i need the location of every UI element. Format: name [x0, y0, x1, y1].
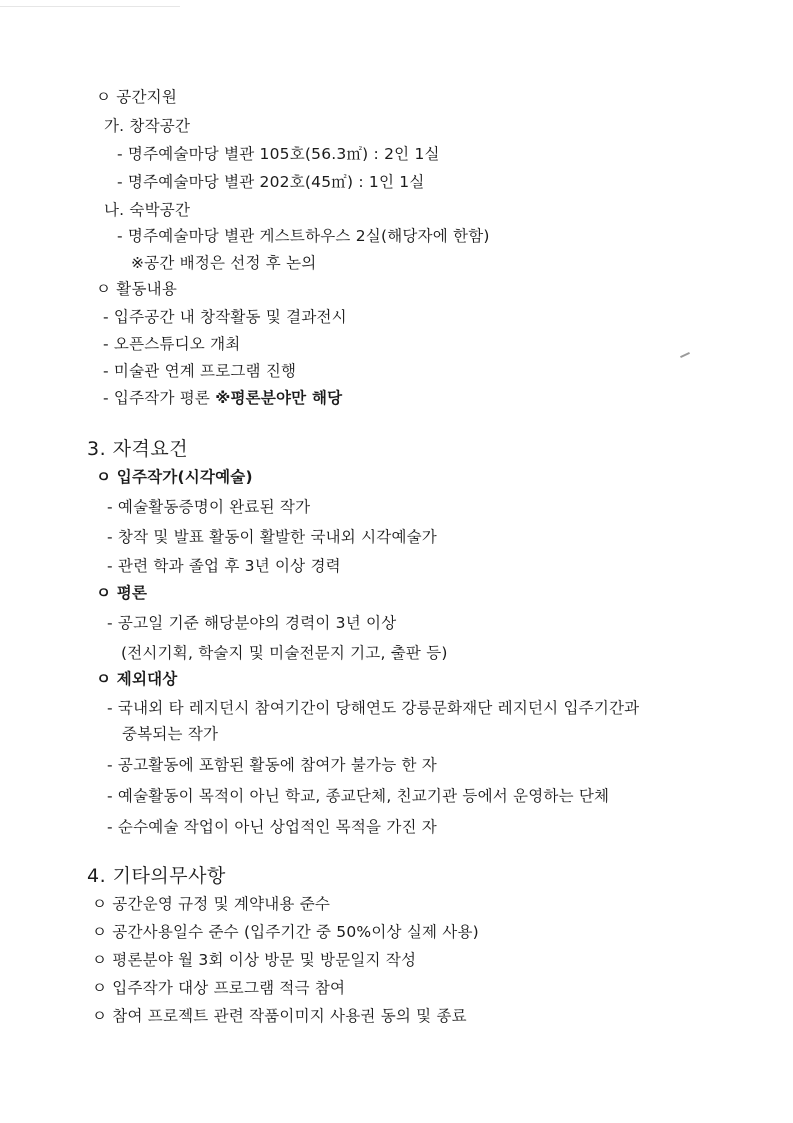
scan-mark-right	[680, 352, 690, 358]
activity-item-1: - 입주공간 내 창작활동 및 결과전시	[103, 308, 347, 326]
lodging-space-title: 나. 숙박공간	[104, 201, 191, 219]
visual-artist-item-2: - 창작 및 발표 활동이 활발한 국내외 시각예술가	[107, 528, 437, 546]
activity-item-2: - 오픈스튜디오 개최	[103, 335, 241, 353]
duty-item-1: ㅇ 공간운영 규정 및 계약내용 준수	[92, 895, 331, 913]
space-assignment-note: ※공간 배정은 선정 후 논의	[131, 254, 317, 272]
critic-item-1: - 공고일 기준 해당분야의 경력이 3년 이상	[107, 614, 397, 632]
scan-mark-top	[0, 6, 180, 7]
exclusion-title: ㅇ 제외대상	[96, 670, 178, 688]
exclusion-item-1a: - 국내외 타 레지던시 참여기간이 당해연도 강릉문화재단 레지던시 입주기간과	[107, 699, 640, 717]
eligibility-heading: 3. 자격요건	[87, 438, 189, 460]
visual-artist-title: ㅇ 입주작가(시각예술)	[96, 468, 253, 486]
duty-item-5: ㅇ 참여 프로젝트 관련 작품이미지 사용권 동의 및 종료	[92, 1007, 467, 1025]
activity-item-3: - 미술관 연계 프로그램 진행	[103, 362, 297, 380]
creation-space-title: 가. 창작공간	[104, 117, 191, 135]
space-support-heading: ㅇ 공간지원	[96, 88, 177, 106]
creation-space-item-1: - 명주예술마당 별관 105호(56.3㎡) : 2인 1실	[117, 145, 440, 163]
exclusion-item-2: - 공고활동에 포함된 활동에 참여가 불가능 한 자	[107, 756, 437, 774]
critic-item-2: (전시기획, 학술지 및 미술전문지 기고, 출판 등)	[121, 644, 448, 662]
duty-item-2: ㅇ 공간사용일수 준수 (입주기간 중 50%이상 실제 사용)	[92, 923, 479, 941]
exclusion-item-3: - 예술활동이 목적이 아닌 학교, 종교단체, 친교기관 등에서 운영하는 단체	[107, 787, 610, 805]
exclusion-item-1b: 중복되는 작가	[122, 725, 219, 743]
duty-item-3: ㅇ 평론분야 월 3회 이상 방문 및 방문일지 작성	[92, 951, 417, 969]
exclusion-item-4: - 순수예술 작업이 아닌 상업적인 목적을 가진 자	[107, 818, 437, 836]
visual-artist-item-1: - 예술활동증명이 완료된 작가	[107, 498, 311, 516]
activity-item-4-note: ※평론분야만 해당	[215, 389, 343, 407]
activity-item-4-text: - 입주작가 평론	[103, 389, 216, 407]
activity-item-4	[103, 388, 342, 408]
other-duties-heading: 4. 기타의무사항	[87, 865, 226, 887]
creation-space-item-2: - 명주예술마당 별관 202호(45㎡) : 1인 1실	[117, 173, 425, 191]
critic-title: ㅇ 평론	[96, 584, 148, 602]
visual-artist-item-3: - 관련 학과 졸업 후 3년 이상 경력	[107, 557, 341, 575]
duty-item-4: ㅇ 입주작가 대상 프로그램 적극 참여	[92, 979, 346, 997]
lodging-space-item-1: - 명주예술마당 별관 게스트하우스 2실(해당자에 한함)	[117, 227, 490, 245]
activities-heading: ㅇ 활동내용	[96, 280, 177, 298]
